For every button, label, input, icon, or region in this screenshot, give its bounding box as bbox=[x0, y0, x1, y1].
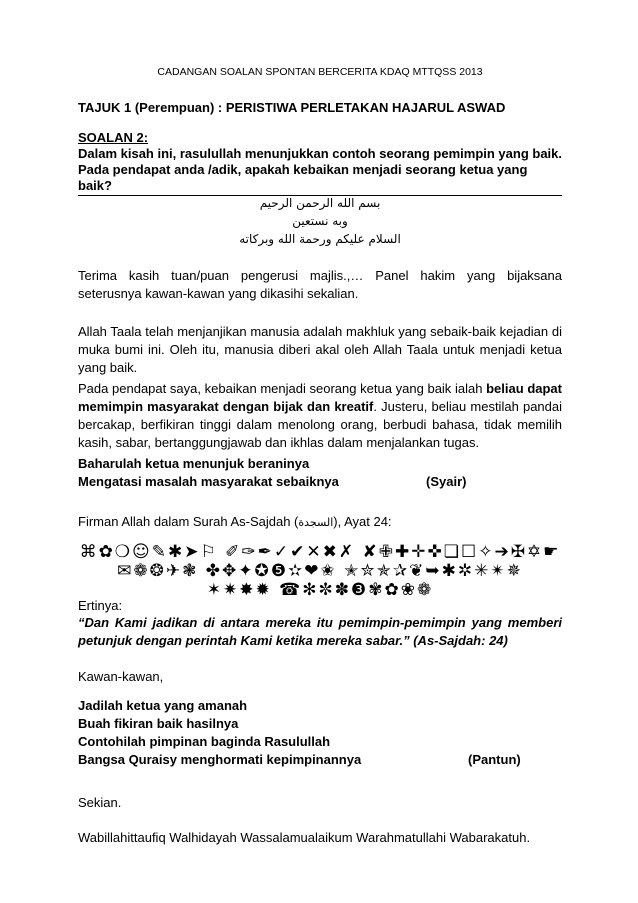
syair-line-1-text: Baharulah ketua menunjuk beraninya bbox=[78, 456, 310, 471]
pantun-line-3 bbox=[78, 733, 562, 751]
syair-line-2-text: Mengatasi masalah masyarakat sebaiknya bbox=[78, 474, 339, 489]
question-label: SOALAN 2: bbox=[78, 130, 149, 145]
pantun-line-4 bbox=[78, 751, 562, 769]
document-header: CADANGAN SOALAN SPONTAN BERCERITA KDAQ MTTQSS 2013 bbox=[157, 66, 483, 78]
firman-text-a: Firman Allah dalam Surah As-Sajdah ( bbox=[78, 514, 299, 529]
arabic-basmalah: بسم الله الرحمن الرحيم bbox=[259, 196, 381, 210]
arabic-line-2: وبه نستعين bbox=[292, 214, 348, 228]
firman-text-b: ), Ayat 24: bbox=[333, 514, 392, 529]
pantun-line-2-text: Buah fikiran baik hasilnya bbox=[78, 716, 239, 731]
syair-line-2 bbox=[78, 473, 562, 491]
opinion-text-a: Pada pendapat saya, kebaikan menjadi seorang ketua yang baik ialah bbox=[78, 381, 487, 396]
opinion-text-bold: beliau dapat memimpin masyarakat dengan bijak dan kreatif bbox=[78, 381, 562, 414]
pantun-line-2 bbox=[78, 715, 562, 733]
paragraph-opinion bbox=[78, 380, 562, 452]
paragraph-intro: Allah Taala telah menjanjikan manusia adalah makhluk yang sebaik-baik kejadian di muka bumi ini. Oleh itu, manusia diberi akal oleh Allah Taala untuk menjadi ketua yang baik. bbox=[78, 324, 562, 375]
pantun-line-4-text: Bangsa Quraisy menghormati kepimpinannya bbox=[78, 752, 362, 767]
question-block bbox=[78, 130, 562, 196]
pantun-line-3-text: Contohilah pimpinan baginda Rasulullah bbox=[78, 734, 331, 749]
verse-glyph-line-1: ⌘✿❍☺✎✱➤⚐ ✐✑✒✓✔✕✖✗ ✘✙✚✛✜❏☐✧➔✠✡☛ bbox=[79, 542, 561, 562]
kawan-greeting: Kawan-kawan, bbox=[78, 669, 164, 684]
pantun-line-1 bbox=[78, 697, 562, 715]
opinion-text-c: . Justeru, beliau mestilah pandai bercakap, berfikiran tinggi dalam menolong orang, berbudi bahasa, tidak memilih kasih, sabar, bertanggungjawab dan ikhlas dalam menjalankan tugas. bbox=[78, 399, 562, 450]
syair-tag: (Syair) bbox=[426, 474, 467, 489]
question-line-1: Dalam kisah ini, rasulullah menunjukkan contoh seorang pemimpin yang baik. bbox=[78, 146, 563, 161]
verse-glyph-line-3: ✶✷✸✹ ☎✻✼✽❸✾✿❀❁ bbox=[206, 580, 434, 600]
topic-title: TAJUK 1 (Perempuan) : PERISTIWA PERLETAKAN HAJARUL ASWAD bbox=[78, 100, 506, 115]
ertinya-label: Ertinya: bbox=[78, 598, 123, 613]
syair-block bbox=[78, 455, 562, 491]
pantun-line-1-text: Jadilah ketua yang amanah bbox=[78, 698, 248, 713]
firman-arabic: السجدة bbox=[298, 516, 334, 529]
verse-glyph-line-2: ✉❁❂✈❃ ✤✥✦✪❺✫❤✬ ✭✮✯✰❦➥✱✲✳✴✵ bbox=[117, 561, 523, 581]
firman-line bbox=[78, 513, 562, 532]
sekian: Sekian. bbox=[78, 795, 122, 810]
question-line-2: Pada pendapat anda /adik, apakah kebaikan menjadi seorang ketua yang baik? bbox=[78, 162, 562, 196]
ertinya-text: “Dan Kami jadikan di antara mereka itu pemimpin-pemimpin yang memberi petunjuk dengan perintah Kami ketika mereka sabar.” (As-Sajdah: 24) bbox=[78, 615, 562, 648]
pantun-block bbox=[78, 697, 562, 769]
arabic-salam: السلام عليكم ورحمة الله وبركاته bbox=[239, 232, 401, 246]
closing-salam: Wabillahittaufiq Walhidayah Wassalamualaikum Warahmatullahi Wabarakatuh. bbox=[78, 830, 531, 845]
pantun-tag: (Pantun) bbox=[468, 752, 521, 767]
paragraph-greeting: Terima kasih tuan/puan pengerusi majlis.,… Panel hakim yang bijaksana seterusnya kawan-kawan yang dikasihi sekalian. bbox=[78, 268, 562, 301]
syair-line-1 bbox=[78, 455, 562, 473]
